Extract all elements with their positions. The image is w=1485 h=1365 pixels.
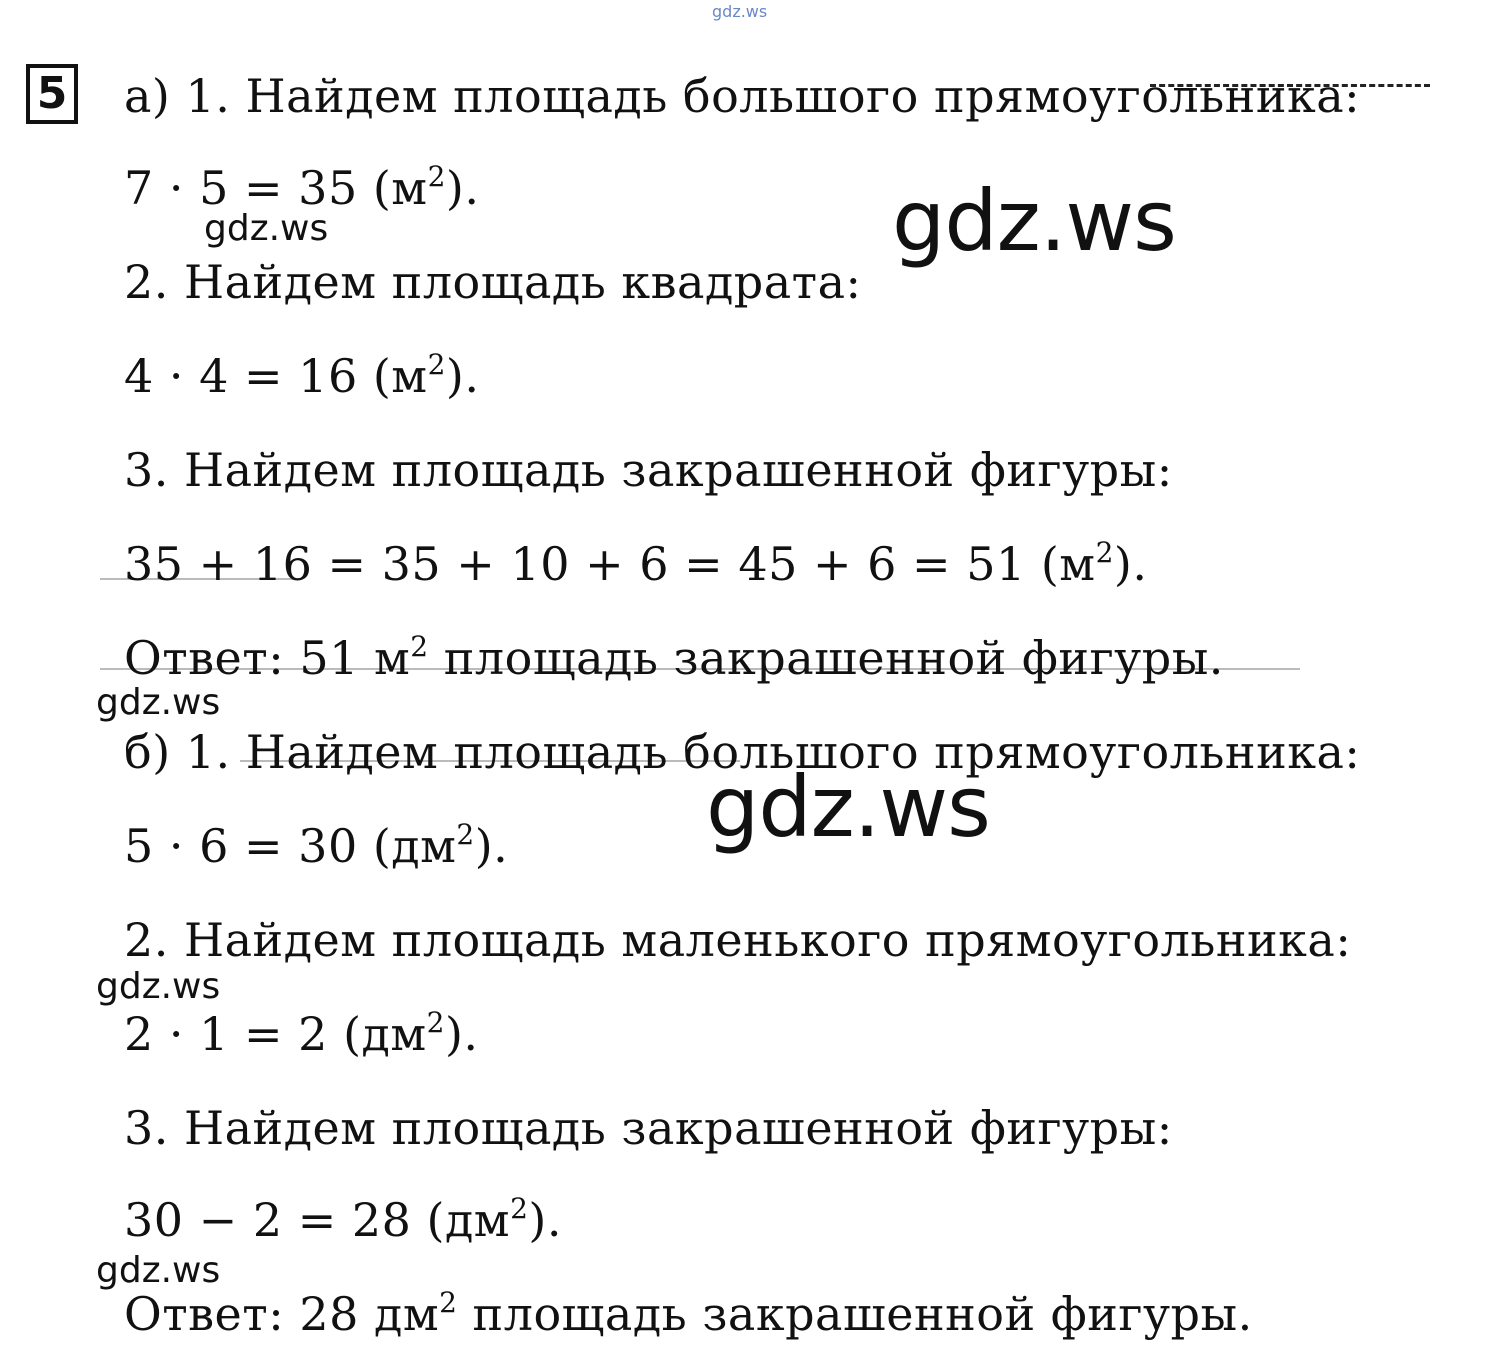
line-a2-equation: 4 · 4 = 16 $(м^2)$. — [124, 348, 480, 403]
watermark-top: gdz.ws — [712, 2, 768, 21]
watermark-small: gdz.ws — [96, 682, 221, 723]
watermark-large: gdz.ws — [706, 758, 990, 856]
line-a3-equation: 35 + 16 = 35 + 10 + 6 = 45 + 6 = 51 $(м^2)$. — [124, 536, 1148, 591]
line-b-answer: Ответ: 28 $дм^2$ площадь закрашенной фигуры. — [124, 1286, 1253, 1341]
line-a2: 2. Найдем площадь квадрата: — [124, 255, 862, 309]
line-a3: 3. Найдем площадь закрашенной фигуры: — [124, 443, 1173, 497]
line-b3: 3. Найдем площадь закрашенной фигуры: — [124, 1101, 1173, 1155]
watermark-small: gdz.ws — [96, 966, 221, 1007]
line-b2: 2. Найдем площадь маленького прямоугольника: — [124, 913, 1352, 967]
watermark-small: gdz.ws — [204, 208, 329, 249]
line-a-answer: Ответ: 51 $м^2$ площадь закрашенной фигуры. — [124, 630, 1224, 685]
line-b1: б) 1. Найдем площадь большого прямоугольника: — [124, 725, 1361, 779]
line-a1-equation: 7 · 5 = 35 $(м^2)$. — [124, 160, 480, 215]
task-number-box: 5 — [26, 64, 78, 124]
line-a1: а) 1. Найдем площадь большого прямоугольника: — [124, 69, 1361, 123]
line-b3-equation: 30 − 2 = 28 $(дм^2)$. — [124, 1192, 562, 1247]
watermark-large: gdz.ws — [892, 172, 1176, 270]
line-b2-equation: 2 · 1 = 2 $(дм^2)$. — [124, 1006, 479, 1061]
line-b1-equation: 5 · 6 = 30 $(дм^2)$. — [124, 818, 509, 873]
watermark-small: gdz.ws — [96, 1250, 221, 1291]
